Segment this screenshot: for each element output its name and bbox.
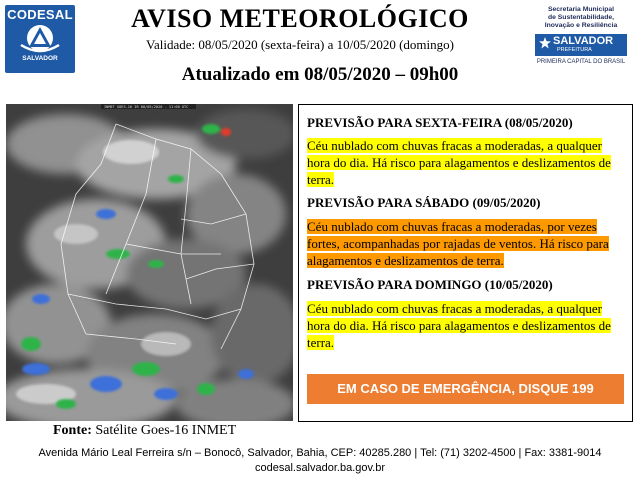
validity-text: Validade: 08/05/2020 (sexta-feira) a 10/05/2020 (domingo) xyxy=(146,37,454,52)
page-title: AVISO METEOROLÓGICO xyxy=(131,4,469,33)
codesal-brand-text: CODESAL xyxy=(7,7,73,22)
footer-website[interactable]: codesal.salvador.ba.gov.br xyxy=(254,462,386,474)
emergency-banner: EM CASO DE EMERGÊNCIA, DISQUE 199 xyxy=(307,374,624,404)
civil-defense-icon xyxy=(19,23,61,53)
updated-text: Atualizado em 08/05/2020 – 09h00 xyxy=(181,64,459,85)
forecast-sunday-heading: PREVISÃO PARA DOMINGO (10/05/2020) xyxy=(307,277,553,292)
footer-address: Avenida Mário Leal Ferreira s/n – Bonocô, Salvador, Bahia, CEP: 40285.280 | Tel: (71) 3202-4500 | Fax: 3381-9014 xyxy=(38,447,602,459)
forecast-saturday-heading: PREVISÃO PARA SÁBADO (09/05/2020) xyxy=(307,195,541,210)
source-label: Fonte: xyxy=(53,423,92,438)
forecast-friday-heading: PREVISÃO PARA SEXTA-FEIRA (08/05/2020) xyxy=(307,115,573,130)
secretaria-line-2: de Sustentabilidade, xyxy=(547,14,615,21)
capital-tagline: PRIMEIRA CAPITAL DO BRASIL xyxy=(536,59,626,65)
forecast-saturday-body: Céu nublado com chuvas fracas a moderadas, por vezes fortes, acompanhadas por rajadas de ventos. Há risco para alagamentos e deslizamentos de terra. xyxy=(307,219,609,268)
satellite-map-graphic xyxy=(6,104,293,421)
forecast-panel xyxy=(298,104,633,422)
forecast-sunday-body: Céu nublado com chuvas fracas a moderadas, a qualquer hora do dia. Há risco para alagamentos e deslizamentos de terra. xyxy=(307,301,611,350)
codesal-sub-text: SALVADOR xyxy=(22,55,58,62)
forecast-friday-body: Céu nublado com chuvas fracas a moderadas, a qualquer hora do dia. Há risco para alagamentos e deslizamentos de terra. xyxy=(307,138,611,187)
salvador-badge xyxy=(535,34,627,56)
forecast-saturday-text xyxy=(307,218,624,269)
forecast-friday-text xyxy=(307,137,624,188)
svg-text:INMET GOES-16 IR 08/05/2020 -: INMET GOES-16 IR 08/05/2020 - 11:00 UTC xyxy=(104,105,189,109)
secretaria-line-1: Secretaria Municipal xyxy=(547,6,615,13)
satellite-source xyxy=(53,423,236,439)
codesal-logo xyxy=(5,5,75,73)
prefeitura-text: PREFEITURA xyxy=(557,47,592,53)
satellite-image xyxy=(6,104,293,421)
city-emblem-icon xyxy=(539,37,551,49)
salvador-badge-text: SALVADOR xyxy=(553,35,614,47)
prefeitura-logo xyxy=(527,6,635,74)
forecast-sunday-text xyxy=(307,300,624,351)
secretaria-line-3: Inovação e Resiliência xyxy=(544,22,618,29)
source-value: Satélite Goes-16 INMET xyxy=(91,423,237,438)
